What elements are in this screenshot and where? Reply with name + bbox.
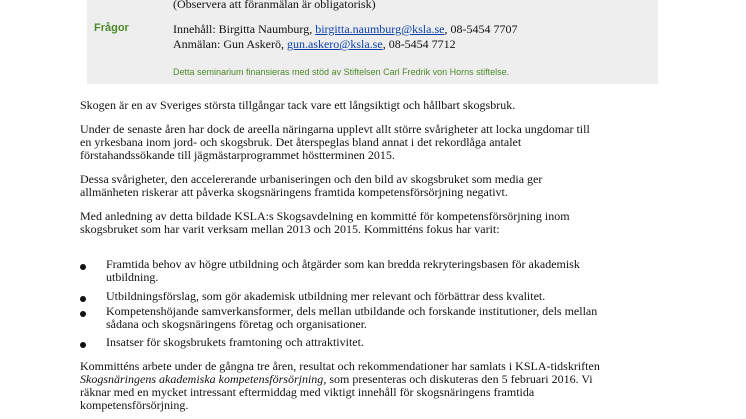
contact-content <box>173 22 517 36</box>
journal-title: Skogsnäringens akademiska kompetensförsörjning <box>80 372 324 386</box>
contact-content-prefix: Innehåll: Birgitta Naumburg, <box>173 22 316 36</box>
bullet-3-line-2: sådana och skogsnäringens företag och organisationer. <box>106 317 368 331</box>
paragraph-5-line-1: Kommitténs arbete under de gångna tre åren, resultat och rekommendationer har samlats i KSLA-tidskriften <box>80 359 600 373</box>
paragraph-4-line-2: skogsbruket som har varit verksam mellan 2013 och 2015. Kommitténs fokus har varit: <box>80 222 500 236</box>
bullet-dot <box>80 264 86 270</box>
paragraph-4-line-1: Med anledning av detta bildade KSLA:s Skogsavdelning en kommitté för kompetensförsörjning inom <box>80 209 570 223</box>
paragraph-5-line-4: kompetensförsörjning. <box>80 398 189 412</box>
bullet-dot <box>80 311 86 317</box>
bullet-2-line-1: Utbildningsförslag, som gör akademisk utbildning mer relevant och förbättrar dess kvalitet. <box>106 289 546 303</box>
bullet-dot <box>80 342 86 348</box>
registration-note: (Observera att föranmälan är obligatorisk) <box>173 0 376 11</box>
bullet-4-line-1: Insatser för skogsbrukets framtoning och attraktivitet. <box>106 335 364 349</box>
contact-registration <box>173 37 456 51</box>
paragraph-2-line-1: Under de senaste åren har dock de areella näringarna upplevt allt större svårigheter att locka ungdomar till <box>80 122 590 136</box>
contact-content-phone: , 08-5454 7707 <box>444 22 518 36</box>
bullet-3-line-1: Kompetenshöjande samverkansformer, dels mellan utbildande och forskande institutioner, dels mellan <box>106 304 598 318</box>
contact-registration-phone: , 08-5454 7712 <box>382 37 456 51</box>
bullet-dot <box>80 296 86 302</box>
bullet-1-line-1: Framtida behov av högre utbildning och åtgärder som kan bredda rekryteringsbasen för akademisk <box>106 257 580 271</box>
paragraph-2-line-2: en yrkesbana inom jord- och skogsbruk. Det återspeglas bland annat i det rekordlåga antalet <box>80 135 522 149</box>
paragraph-1: Skogen är en av Sveriges största tillgångar tack vare ett långsiktigt och hållbart skogsbruk. <box>80 98 516 112</box>
bullet-1-line-2: utbildning. <box>106 270 159 284</box>
paragraph-5-line-2-rest: , som presenteras och diskuteras den 5 februari 2016. Vi <box>323 372 593 386</box>
email-link-birgitta[interactable]: birgitta.naumburg@ksla.se <box>315 22 445 36</box>
paragraph-2-line-3: förstahandssökande till jägmästarprogrammet höstterminen 2015. <box>80 148 395 162</box>
email-link-gun[interactable]: gun.askero@ksla.se <box>286 37 383 51</box>
paragraph-5-line-3: räknar med en mycket intressant eftermiddag med viktigt innehåll för skogsnäringens framtida <box>80 385 535 399</box>
questions-label: Frågor <box>94 22 129 34</box>
funding-note: Detta seminarium finansieras med stöd av Stiftelsen Carl Fredrik von Horns stiftelse. <box>173 67 510 77</box>
contact-registration-prefix: Anmälan: Gun Askerö, <box>173 37 287 51</box>
paragraph-3-line-2: allmänheten riskerar att påverka skogsnäringens framtida kompetensförsörjning negativt. <box>80 185 508 199</box>
paragraph-3-line-1: Dessa svårigheter, den accelererande urbaniseringen och den bild av skogsbruket som media ger <box>80 172 543 186</box>
